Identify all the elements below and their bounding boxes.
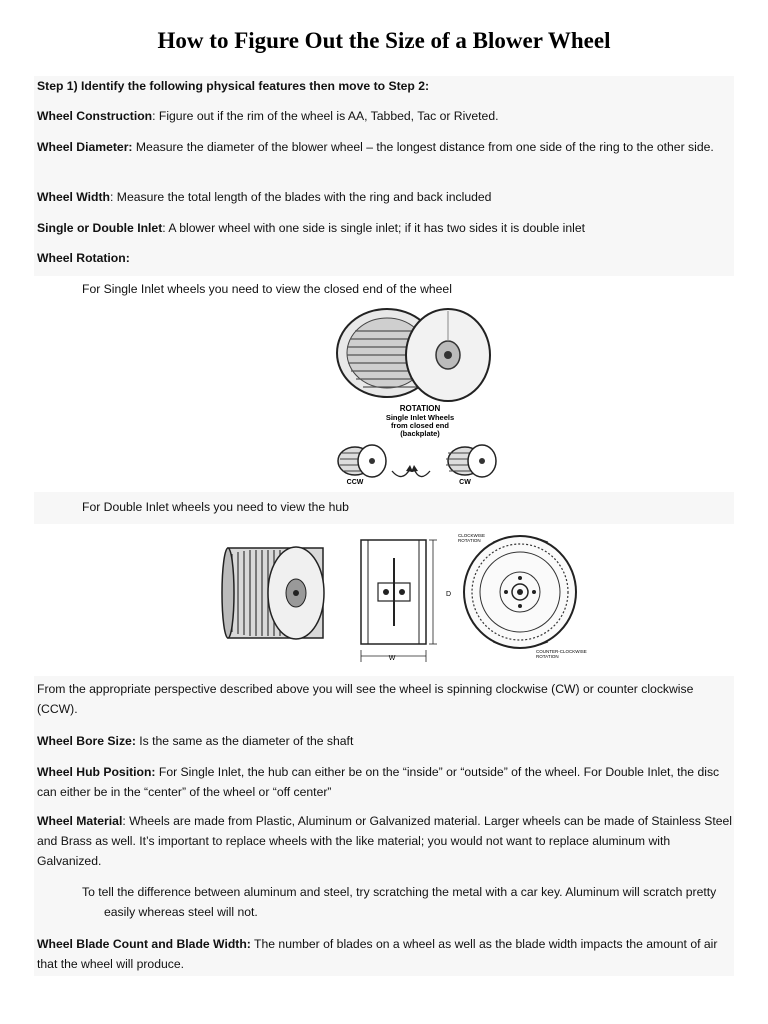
single-inlet-note: For Single Inlet wheels you need to view the closed end of the wheel (82, 282, 452, 296)
single-inlet-wheel-image (337, 309, 490, 401)
rotation-heading: ROTATION (399, 404, 441, 413)
bore-size-label: Wheel Bore Size: (37, 734, 136, 748)
material-tip: To tell the difference between aluminum and steel, try scratching the metal with a car key. Aluminum will scratch pretty easily whereas steel will not. (82, 885, 717, 919)
cw-label: CW (459, 479, 471, 486)
material-paragraph (37, 811, 735, 871)
cw-arrowhead-icon (411, 465, 418, 472)
material-label: Wheel Material (37, 814, 123, 828)
w-dimension-label: W (388, 655, 396, 662)
caption-line-3: (backplate) (400, 429, 440, 438)
wheel-construction-text: : Figure out if the rim of the wheel is AA, Tabbed, Tac or Riveted. (152, 109, 499, 123)
caption-line-2: from closed end (391, 421, 449, 430)
inlet-text: : A blower wheel with one side is single inlet; if it has two sides it is double inlet (162, 221, 586, 235)
material-text: : Wheels are made from Plastic, Aluminum or Galvanized material. Larger wheels can be made of Stainless Steel and Brass as well. It’s important to replace wheels with the like material; you would not want to replace aluminum with Galvanized. (37, 814, 732, 868)
bore-size-text: Is the same as the diameter of the shaft (135, 734, 354, 748)
wheel-construction-paragraph (37, 106, 727, 126)
wheel-diameter-paragraph (37, 137, 727, 157)
hub-position-label: Wheel Hub Position: (37, 765, 156, 779)
perspective-paragraph: From the appropriate perspective described above you will see the wheel is spinning clockwise (CW) or counter clockwise (CCW). (37, 682, 694, 716)
hub-position-text: For Single Inlet, the hub can either be on the “inside” or “outside” of the wheel. For Double Inlet, the disc can either be in the “center” of the wheel or “off center” (37, 765, 720, 799)
bore-size-paragraph (37, 731, 727, 751)
wheel-construction-label: Wheel Construction (37, 109, 153, 123)
single-inlet-rotation-figure (330, 303, 510, 488)
wheel-width-paragraph (37, 187, 727, 207)
double-inlet-wheel-image (222, 547, 324, 639)
hub-position-paragraph (37, 762, 735, 802)
page-title: How to Figure Out the Size of a Blower Wheel (157, 28, 611, 53)
inlet-label: Single or Double Inlet (37, 221, 163, 235)
step1-heading: Step 1) Identify the following physical features then move to Step 2: (37, 79, 430, 93)
clockwise-label-line-1: CLOCKWISE (458, 533, 486, 538)
ccw-label: CCW (346, 479, 364, 486)
wheel-diameter-text: Measure the diameter of the blower wheel – the longest distance from one side of the ring to the other side. (132, 140, 714, 154)
double-inlet-note: For Double Inlet wheels you need to view the hub (82, 500, 349, 514)
wheel-width-label: Wheel Width (37, 190, 111, 204)
double-inlet-figure (218, 528, 603, 668)
counter-clockwise-label-line-1: COUNTER-CLOCKWISE (536, 649, 587, 654)
blade-count-paragraph (37, 934, 735, 974)
ccw-wheel-icon (338, 445, 386, 477)
counter-clockwise-label-line-2: ROTATION (536, 654, 559, 659)
cw-wheel-icon (446, 445, 496, 477)
blade-count-label: Wheel Blade Count and Blade Width: (37, 937, 251, 951)
d-dimension-label: D (446, 591, 452, 598)
clockwise-label-line-2: ROTATION (458, 538, 481, 543)
wheel-diameter-label: Wheel Diameter: (37, 140, 133, 154)
blade-count-text: The number of blades on a wheel as well as the blade width impacts the amount of air that the wheel will produce. (37, 937, 718, 971)
hub-view-diagram (458, 533, 587, 659)
side-view-diagram (361, 540, 451, 662)
inlet-paragraph (37, 218, 727, 238)
wheel-width-text: : Measure the total length of the blades with the ring and back included (110, 190, 492, 204)
wheel-rotation-label: Wheel Rotation: (37, 251, 130, 265)
caption-line-1: Single Inlet Wheels (385, 413, 455, 422)
